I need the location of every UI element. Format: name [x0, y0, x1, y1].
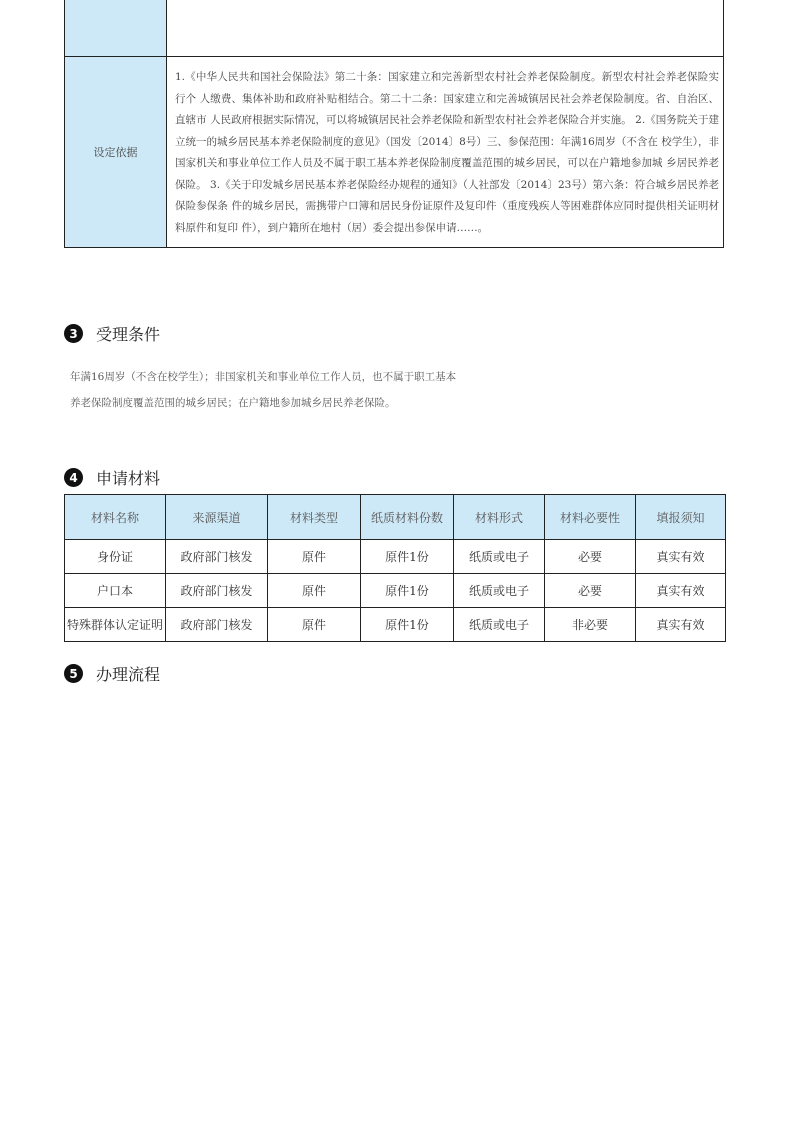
section-process-title: 办理流程: [96, 665, 161, 684]
cell-notes: 真实有效: [636, 540, 726, 574]
section-number-4-icon: 4: [64, 468, 83, 487]
cell-material-name: 户口本: [65, 574, 166, 608]
table-row: [65, 540, 726, 574]
cell-source: 政府部门核发: [166, 540, 268, 574]
header-notes: 填报须知: [636, 495, 726, 540]
header-material-form: 材料形式: [454, 495, 545, 540]
cell-material-name: 身份证: [65, 540, 166, 574]
cell-necessity: 必要: [545, 540, 636, 574]
header-source: 来源渠道: [166, 495, 268, 540]
section-materials-heading: [64, 466, 160, 489]
basis-row: [65, 57, 724, 248]
materials-header-row: [65, 495, 726, 540]
top-content-cell: [167, 0, 724, 57]
cell-material-type: 原件: [268, 540, 361, 574]
cell-notes: 真实有效: [636, 574, 726, 608]
section-process-heading: [64, 662, 160, 685]
cell-necessity: 必要: [545, 574, 636, 608]
header-paper-copies: 纸质材料份数: [361, 495, 454, 540]
cell-material-form: 纸质或电子: [454, 608, 545, 642]
cell-paper-copies: 原件1份: [361, 608, 454, 642]
cell-necessity: 非必要: [545, 608, 636, 642]
materials-table: [64, 494, 726, 642]
cell-source: 政府部门核发: [166, 608, 268, 642]
basis-table-top-row: [65, 0, 724, 57]
basis-text: 1.《中华人民共和国社会保险法》第二十条：国家建立和完善新型农村社会养老保险制度。新型农村社会养老保险实行个 人缴费、集体补助和政府补贴相结合。第二十二条：国家建立和完善城镇居民社会养老保险制度。省、自治区、直辖市 人民政府根据实际情况，可以将城镇居民社会养老保险和新型农村社会养老保险合并实施。 2.《国务院关于建立统一的城乡居民基本养老保险制度的意见》（国发〔2014〕8号）三、参保范围：年满16周岁（不含在 校学生），非国家机关和事业单位工作人员及不属于职工基本养老保险制度覆盖范围的城乡居民，可以在户籍地参加城 乡居民养老保险。 3.《关于印发城乡居民基本养老保险经办规程的通知》（人社部发〔2014〕23号）第六条：符合城乡居民养老保险参保条 件的城乡居民，需携带户口簿和居民身份证原件及复印件（重度残疾人等困难群体应同时提供相关证明材料原件和复印 件），到户籍所在地村（居）委会提出参保申请……。: [167, 57, 724, 248]
cell-source: 政府部门核发: [166, 574, 268, 608]
header-material-name: 材料名称: [65, 495, 166, 540]
cell-paper-copies: 原件1份: [361, 574, 454, 608]
header-necessity: 材料必要性: [545, 495, 636, 540]
cell-material-form: 纸质或电子: [454, 574, 545, 608]
section-number-3-icon: 3: [64, 324, 83, 343]
table-row: [65, 608, 726, 642]
section-number-5-icon: 5: [64, 664, 83, 683]
cell-material-form: 纸质或电子: [454, 540, 545, 574]
header-material-type: 材料类型: [268, 495, 361, 540]
section-acceptance-title: 受理条件: [96, 325, 161, 344]
basis-table: [64, 0, 724, 248]
acceptance-text: 年满16周岁（不含在校学生）；非国家机关和事业单位工作人员，也不属于职工基本养老保险制度覆盖范围的城乡居民；在户籍地参加城乡居民养老保险。: [70, 371, 457, 409]
section-acceptance-heading: [64, 322, 160, 345]
table-row: [65, 574, 726, 608]
cell-material-type: 原件: [268, 574, 361, 608]
top-label-cell: [65, 0, 167, 57]
cell-paper-copies: 原件1份: [361, 540, 454, 574]
basis-label: 设定依据: [65, 57, 167, 248]
section-materials-title: 申请材料: [96, 469, 161, 488]
cell-material-type: 原件: [268, 608, 361, 642]
cell-material-name: 特殊群体认定证明: [65, 608, 166, 642]
cell-notes: 真实有效: [636, 608, 726, 642]
